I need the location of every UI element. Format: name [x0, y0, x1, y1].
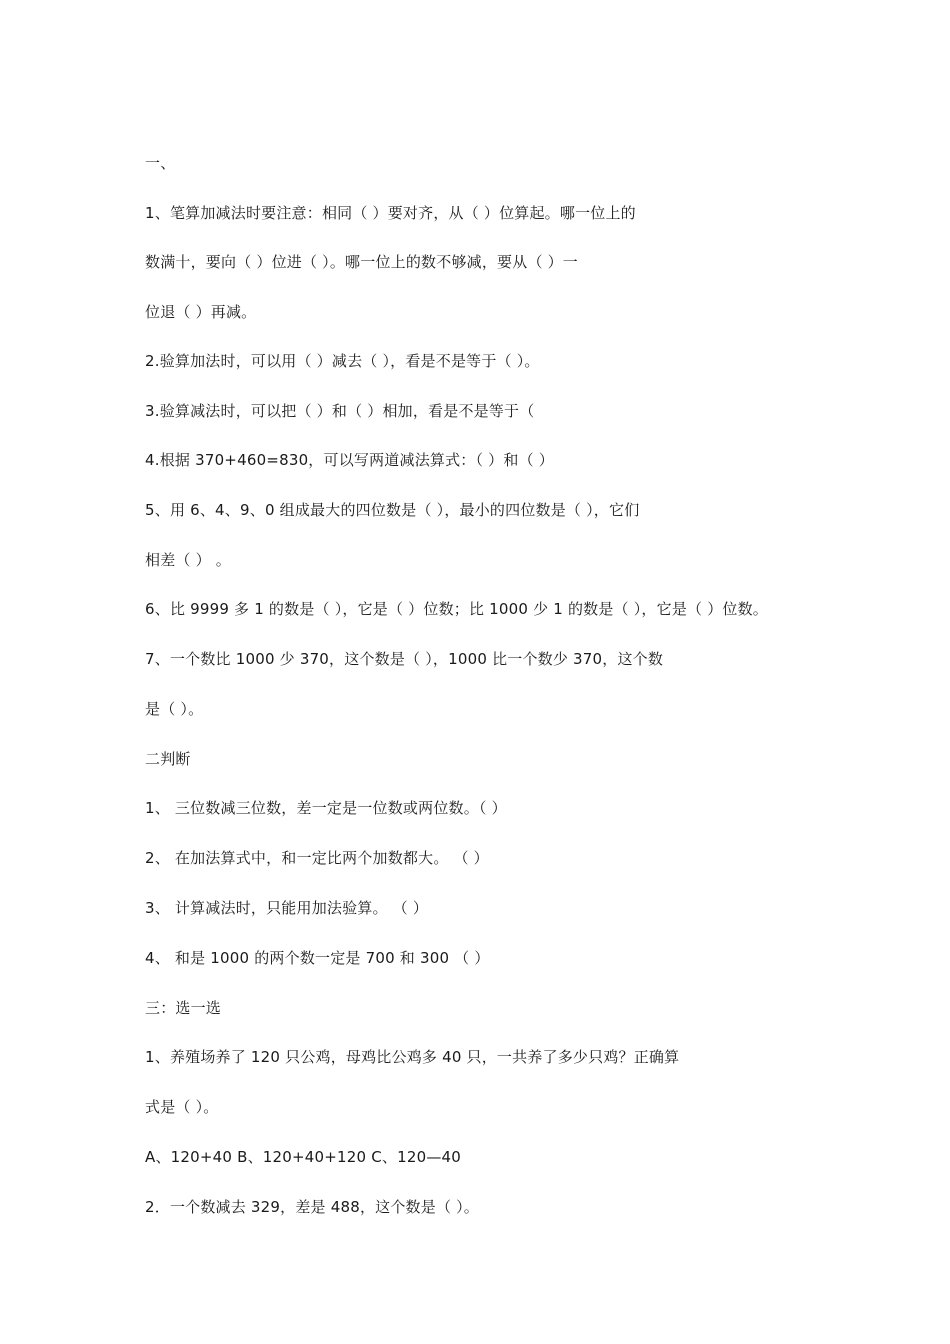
question-5-line-1: 5、用 6、4、9、0 组成最大的四位数是（ ），最小的四位数是（ ），它们: [145, 501, 640, 519]
choice-question-2: 2．一个数减去 329，差是 488，这个数是（ ）。: [145, 1198, 480, 1216]
judge-question-2: 2、 在加法算式中，和一定比两个加数都大。 （ ）: [145, 849, 489, 867]
judge-question-1: 1、 三位数减三位数，差一定是一位数或两位数。（ ）: [145, 799, 507, 817]
question-7-line-2: 是（ ）。: [145, 700, 204, 718]
section-heading-1: 一、: [145, 154, 176, 172]
question-5-line-2: 相差（ ） 。: [145, 551, 231, 569]
question-1-line-1: 1、笔算加减法时要注意：相同（ ）要对齐，从（ ）位算起。哪一位上的: [145, 204, 636, 222]
section-heading-2: 二判断: [145, 750, 191, 768]
choice-question-1-options: A、120+40 B、120+40+120 C、120—40: [145, 1148, 462, 1166]
choice-question-1-line-2: 式是（ ）。: [145, 1098, 219, 1116]
question-1-line-3: 位退（ ）再减。: [145, 303, 257, 321]
question-4: 4.根据 370+460=830，可以写两道减法算式：（ ）和（ ）: [145, 451, 554, 469]
question-3: 3.验算减法时，可以把（ ）和（ ）相加，看是不是等于（: [145, 402, 535, 420]
judge-question-4: 4、 和是 1000 的两个数一定是 700 和 300 （ ）: [145, 949, 490, 967]
question-2: 2.验算加法时，可以用（ ）减去（ ），看是不是等于（ ）。: [145, 352, 540, 370]
question-1-line-2: 数满十，要向（ ）位进（ ）。哪一位上的数不够减，要从（ ）一: [145, 253, 579, 271]
question-7-line-1: 7、一个数比 1000 少 370，这个数是（ ），1000 比一个数少 370，这个数: [145, 650, 664, 668]
section-heading-3: 三：选一选: [145, 999, 222, 1017]
judge-question-3: 3、 计算减法时，只能用加法验算。 （ ）: [145, 899, 429, 917]
choice-question-1-line-1: 1、养殖场养了 120 只公鸡，母鸡比公鸡多 40 只，一共养了多少只鸡？正确算: [145, 1048, 680, 1066]
question-6: 6、比 9999 多 1 的数是（ ），它是（ ）位数；比 1000 少 1 的数是（ ），它是（ ）位数。: [145, 600, 768, 618]
